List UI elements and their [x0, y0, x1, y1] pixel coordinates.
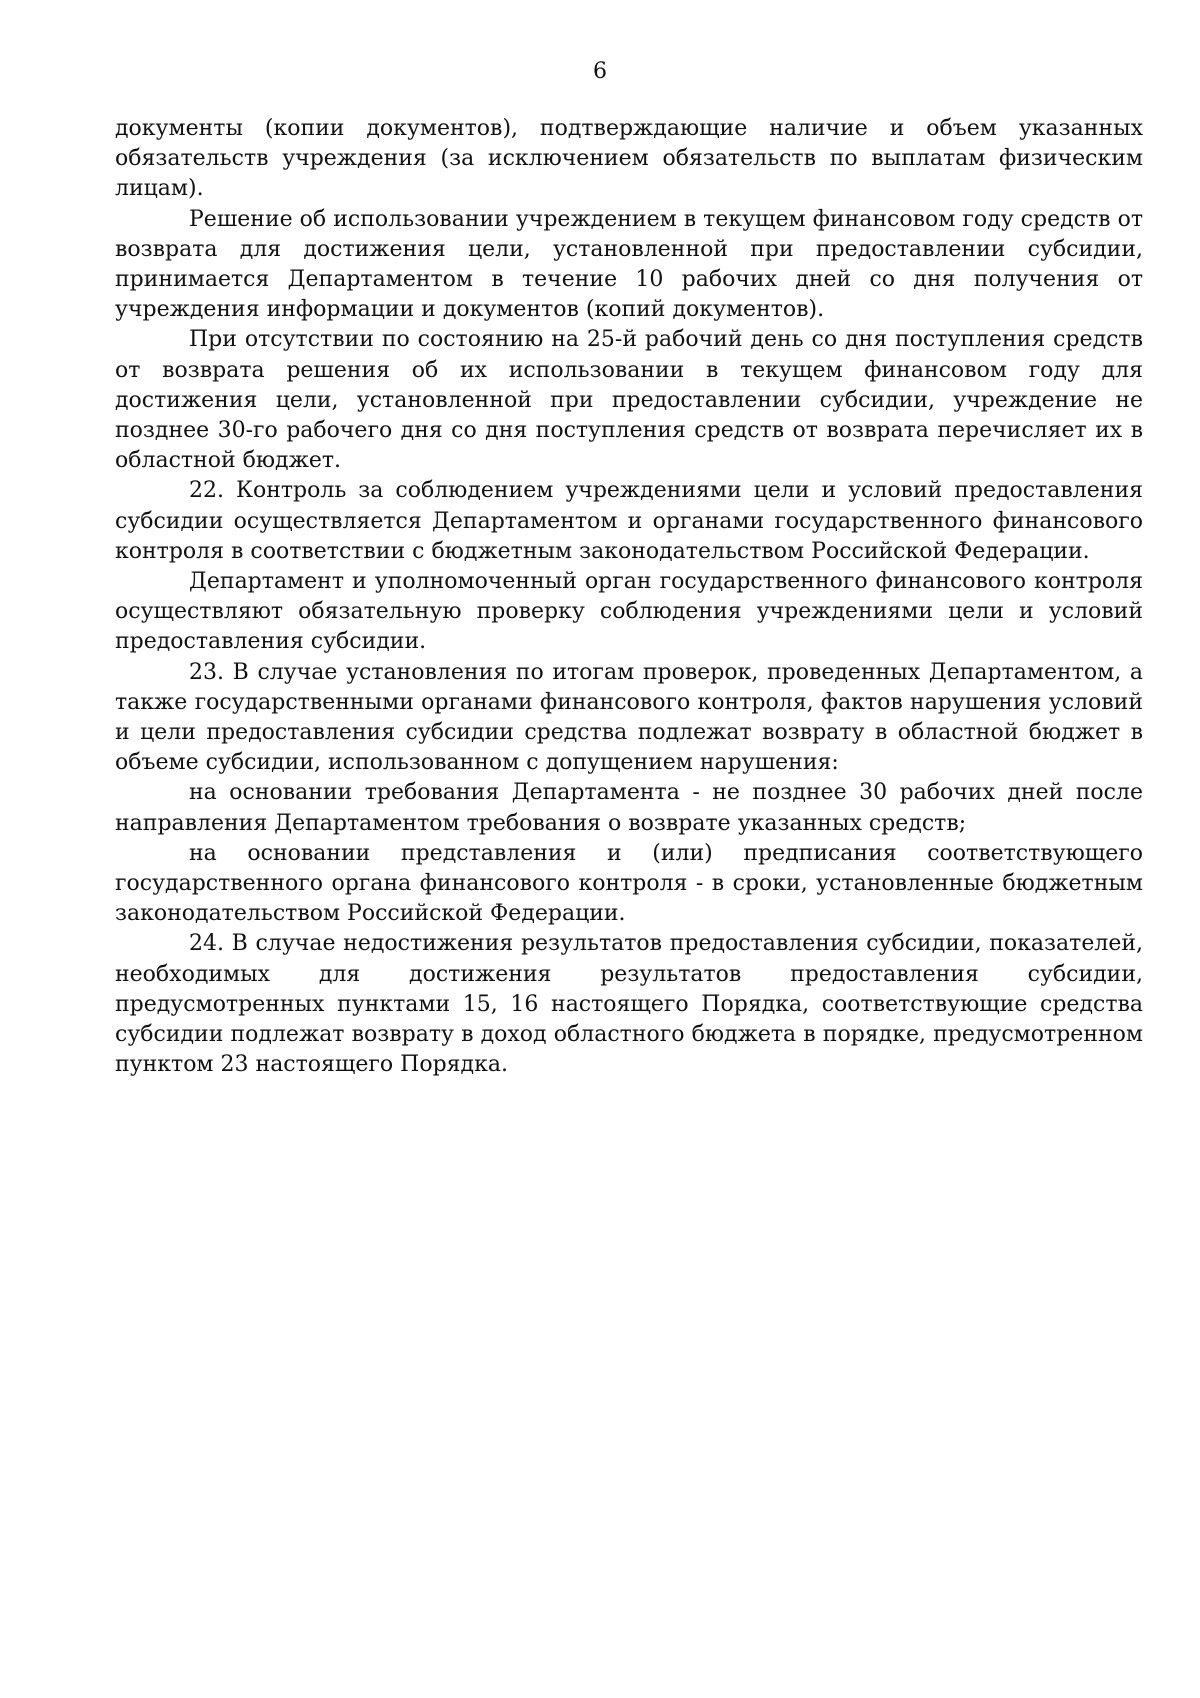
paragraph-23-violations: 23. В случае установления по итогам проверок, проведенных Департаментом, а также государственными органами финансового контроля, фактов нарушения условий и цели предоставления субсидии средства подлежат возврату в областной бюджет в объеме субсидии, использованном с допущением нарушения:	[115, 659, 1143, 776]
page-number: 6	[593, 59, 607, 84]
paragraph-22-control: 22. Контроль за соблюдением учреждениями цели и условий предоставления субсидии осуществляется Департаментом и органами государственного финансового контроля в соответствии с бюджетным законодательством Российской Федерации.	[115, 478, 1143, 564]
paragraph-24-non-achievement: 24. В случае недостижения результатов предоставления субсидии, показателей, необходимых для достижения результатов предоставления субсидии, предусмотренных пунктами 15, 16 настоящего Порядка, соответствующие средства субсидии подлежат возврату в доход областного бюджета в порядке, предусмотренном пунктом 23 настоящего Порядка.	[115, 931, 1143, 1078]
document-body	[115, 114, 1143, 1081]
paragraph-decision-on-use: Решение об использовании учреждением в текущем финансовом году средств от возврата для достижения цели, установленной при предоставлении субсидии, принимается Департаментом в течение 10 рабочих дней со дня получения от учреждения информации и документов (копий документов).	[115, 206, 1143, 323]
paragraph-mandatory-check: Департамент и уполномоченный орган государственного финансового контроля осуществляют обязательную проверку соблюдения учреждениями цели и условий предоставления субсидии.	[115, 569, 1143, 655]
paragraph-obligations-documents: документы (копии документов), подтверждающие наличие и объем указанных обязательств учреждения (за исключением обязательств по выплатам физическим лицам).	[115, 116, 1143, 202]
paragraph-financial-control-order: на основании представления и (или) предписания соответствующего государственного органа финансового контроля - в сроки, установленные бюджетным законодательством Российской Федерации.	[115, 840, 1143, 927]
paragraph-department-requirement: на основании требования Департамента - не позднее 30 рабочих дней после направления Департаментом требования о возврате указанных средств;	[115, 780, 1143, 836]
paragraph-absence-of-decision: При отсутствии по состоянию на 25-й рабочий день со дня поступления средств от возврата решения об их использовании в текущем финансовом году для достижения цели, установленной при предоставлении субсидии, учреждение не позднее 30-го рабочего дня со дня поступления средств от возврата перечисляет их в областной бюджет.	[115, 327, 1143, 474]
